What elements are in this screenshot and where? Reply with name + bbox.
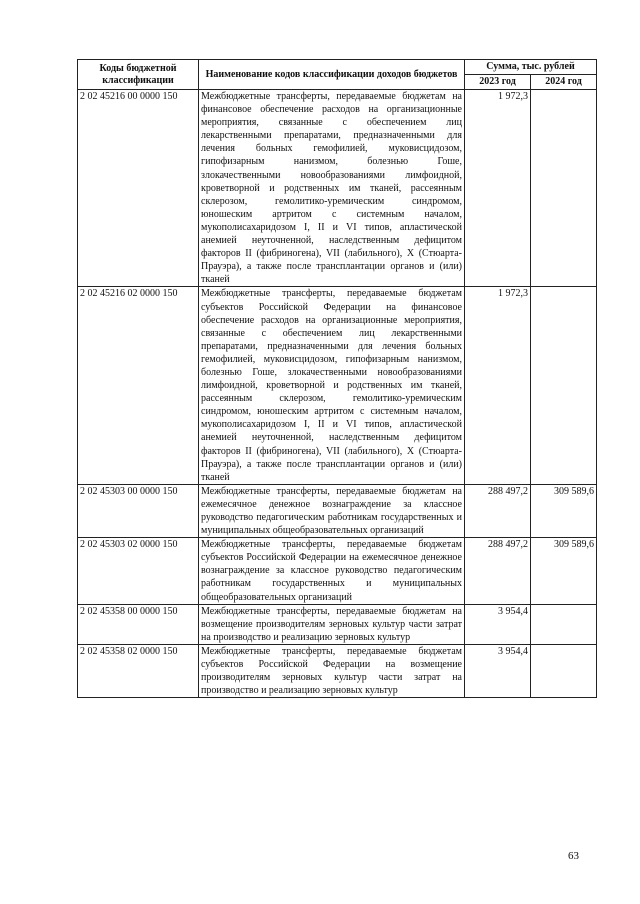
table-row xyxy=(78,287,597,484)
row-amount-2023: 288 497,2 xyxy=(465,538,531,604)
header-sum: Сумма, тыс. рублей xyxy=(465,60,597,75)
header-name: Наименование кодов классификации доходов бюджетов xyxy=(199,60,465,90)
row-name: Межбюджетные трансферты, передаваемые бюджетам на возмещение производителям зерновых культур части затрат на производство и реализацию зерновых культур xyxy=(199,604,465,644)
row-amount-2024 xyxy=(531,604,597,644)
row-amount-2023: 1 972,3 xyxy=(465,287,531,484)
row-code: 2 02 45216 02 0000 150 xyxy=(78,287,199,484)
header-year-2023: 2023 год xyxy=(465,75,531,90)
row-amount-2024 xyxy=(531,644,597,697)
table-row xyxy=(78,538,597,604)
row-name: Межбюджетные трансферты, передаваемые бюджетам на ежемесячное денежное вознаграждение за классное руководство педагогическим работникам государственных и муниципальных общеобразовательных организаций xyxy=(199,484,465,537)
row-amount-2024 xyxy=(531,90,597,287)
row-name: Межбюджетные трансферты, передаваемые бюджетам субъектов Российской Федерации на ежемесячное денежное вознаграждение за классное руководство педагогическим работникам государственных и муниципальных общеобразовательных организаций xyxy=(199,538,465,604)
row-code: 2 02 45358 02 0000 150 xyxy=(78,644,199,697)
row-code: 2 02 45303 00 0000 150 xyxy=(78,484,199,537)
row-name: Межбюджетные трансферты, передаваемые бюджетам субъектов Российской Федерации на финансовое обеспечение расходов на организационные мероприятия, связанные с обеспечением лиц лекарственными препаратами, предназначенными для лечения больных гемофилией, муковисцидозом, гипофизарным нанизмом, болезнью Гоше, злокачественными новообразованиями лимфоидной, кроветворной и родственных им тканей, рассеянным склерозом, гемолитико-уремическим синдромом, юношеским артритом с системным началом, мукополисахаридозом I, II и VI типов, апластической анемией неуточненной, наследственным дефицитом факторов II (фибриногена), VII (лабильного), X (Стюарта-Прауэра), а также после трансплантации органов и (или) тканей xyxy=(199,287,465,484)
row-name: Межбюджетные трансферты, передаваемые бюджетам на финансовое обеспечение расходов на организационные мероприятия, связанные с обеспечением лиц лекарственными препаратами, предназначенными для лечения больных гемофилией, муковисцидозом, гипофизарным нанизмом, болезнью Гоше, злокачественными новообразованиями лимфоидной, кроветворной и родственных им тканей, рассеянным склерозом, гемолитико-уремическим синдромом, юношеским артритом с системным началом, мукополисахаридозом I, II и VI типов, апластической анемией неуточненной, наследственным дефицитом факторов II (фибриногена), VII (лабильного), X (Стюарта-Прауэра), а также после трансплантации органов и (или) тканей xyxy=(199,90,465,287)
row-name: Межбюджетные трансферты, передаваемые бюджетам субъектов Российской Федерации на возмещение производителям зерновых культур части затрат на производство и реализацию зерновых культур xyxy=(199,644,465,697)
row-code: 2 02 45216 00 0000 150 xyxy=(78,90,199,287)
row-code: 2 02 45303 02 0000 150 xyxy=(78,538,199,604)
row-amount-2024 xyxy=(531,287,597,484)
page-number: 63 xyxy=(568,850,579,862)
budget-revenue-table xyxy=(77,59,597,698)
table-header xyxy=(78,60,597,90)
table-row xyxy=(78,644,597,697)
row-amount-2024: 309 589,6 xyxy=(531,538,597,604)
row-amount-2023: 3 954,4 xyxy=(465,644,531,697)
table-row xyxy=(78,90,597,287)
row-amount-2023: 3 954,4 xyxy=(465,604,531,644)
row-amount-2023: 1 972,3 xyxy=(465,90,531,287)
table-row xyxy=(78,484,597,537)
header-year-2024: 2024 год xyxy=(531,75,597,90)
table-row xyxy=(78,604,597,644)
row-code: 2 02 45358 00 0000 150 xyxy=(78,604,199,644)
header-code: Коды бюджетной классификации xyxy=(78,60,199,90)
row-amount-2023: 288 497,2 xyxy=(465,484,531,537)
row-amount-2024: 309 589,6 xyxy=(531,484,597,537)
